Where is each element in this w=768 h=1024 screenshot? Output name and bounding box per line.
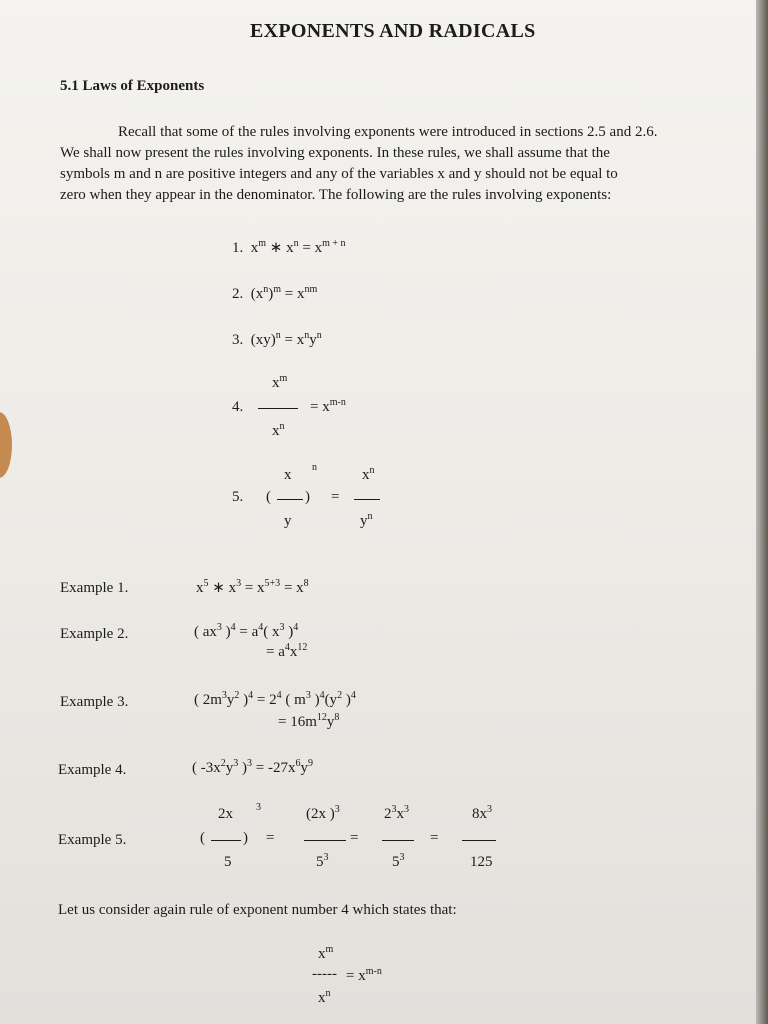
example-5-bar-1	[211, 840, 241, 841]
example-5-equals-1: =	[266, 830, 275, 846]
rule-5-number: 5.	[232, 489, 244, 505]
rule-4-rhs: = $x^{m-n}$	[310, 397, 346, 415]
example-1-expr: $x^5$ ∗ $x^3 = x^{5+3} = x^8$	[196, 578, 309, 596]
para-line-2: We shall now present the rules involving exponents. In these rules, we shall assume that the	[60, 145, 610, 161]
example-5-bar-4	[462, 840, 496, 841]
rule-2: 2. $(x^n)^m = x^{nm}$	[232, 284, 318, 302]
final-dashes: -----	[312, 966, 337, 982]
rule-1: 1. $x^m$ ∗ $x^n = x^{m + n}$	[232, 238, 346, 256]
rule-4-fraction-bar	[258, 408, 298, 409]
final-denominator: $x^n$	[318, 988, 331, 1006]
example-5-term-4-bottom: 125	[470, 854, 493, 870]
example-5-term-2-bottom: $5^3$	[316, 852, 329, 870]
example-5-bar-2	[304, 840, 346, 841]
example-5-label: Example 5.	[58, 832, 127, 848]
page-title: EXPONENTS AND RADICALS	[250, 20, 536, 42]
rule-5-open-paren: (	[266, 489, 271, 505]
example-5-bar-3	[382, 840, 414, 841]
rule-4-number: 4.	[232, 399, 244, 415]
rule-5-equals: =	[331, 489, 340, 505]
rule-3: 3. $(xy)^n = x^ny^n$	[232, 330, 322, 348]
example-5-term-3-bottom: $5^3$	[392, 852, 405, 870]
example-5-equals-2: =	[350, 830, 359, 846]
example-5-term-3-top: $2^3x^3$	[384, 804, 409, 822]
example-5-equals-3: =	[430, 830, 439, 846]
example-5-term-1-top: 2x	[218, 806, 233, 822]
final-numerator: $x^m$	[318, 944, 334, 962]
rule-5-fraction-bar	[277, 499, 303, 500]
page-edge-shadow	[756, 0, 768, 1024]
rule-5-rhs-top: $x^n$	[362, 465, 375, 483]
example-4-label: Example 4.	[58, 762, 127, 778]
example-1-label: Example 1.	[60, 580, 129, 596]
para-line-3: symbols m and n are positive integers and any of the variables x and y should not be equal to	[60, 166, 618, 182]
example-2-label: Example 2.	[60, 626, 129, 642]
thumb	[0, 412, 12, 478]
rule-4-denominator: $x^n$	[272, 421, 285, 439]
example-5-term-2-top: (2x )$^3$	[306, 804, 340, 822]
para-line-4: zero when they appear in the denominator. The following are the rules involving exponents:	[60, 187, 612, 203]
rule-5-num-x: x	[284, 467, 292, 483]
example-5-term-1-bottom: 5	[224, 854, 232, 870]
example-3-line-1: ( $2m^3y^2$ )$^4 = 2^4$ ( $m^3$ )$^4(y^2$ )$^4$	[194, 690, 356, 708]
section-heading: 5.1 Laws of Exponents	[60, 78, 205, 94]
rule-4-numerator: $x^m$	[272, 373, 288, 391]
rule-5-den-y: y	[284, 513, 292, 529]
example-5-close-paren: )	[243, 830, 248, 846]
example-2-line-1: ( $ax^3$ )$^4 = a^4$( $x^3$ )$^4$	[194, 622, 299, 640]
intro-paragraph	[60, 122, 740, 206]
closing-sentence: Let us consider again rule of exponent number 4 which states that:	[58, 902, 457, 918]
rule-5-rhs-bar	[354, 499, 380, 500]
example-5-term-4-top: $8x^3$	[472, 804, 492, 822]
example-5-open-paren: (	[200, 830, 205, 846]
rule-5-rhs-bottom: $y^n$	[360, 511, 373, 529]
rule-5-outer-exp: n	[312, 462, 317, 473]
example-3-line-2: = $16m^{12}y^8$	[278, 712, 340, 730]
final-rhs: = $x^{m-n}$	[346, 966, 382, 984]
example-3-label: Example 3.	[60, 694, 129, 710]
para-line-1: Recall that some of the rules involving exponents were introduced in sections 2.5 and 2.6.	[118, 124, 658, 140]
example-4-expr: ( $-3x^2y^3$ )$^3 = -27x^6y^9$	[192, 758, 313, 776]
rule-5-close-paren: )	[305, 489, 310, 505]
example-2-line-2: = $a^4x^{12}$	[266, 642, 308, 660]
example-5-outer-exp: 3	[256, 802, 261, 813]
